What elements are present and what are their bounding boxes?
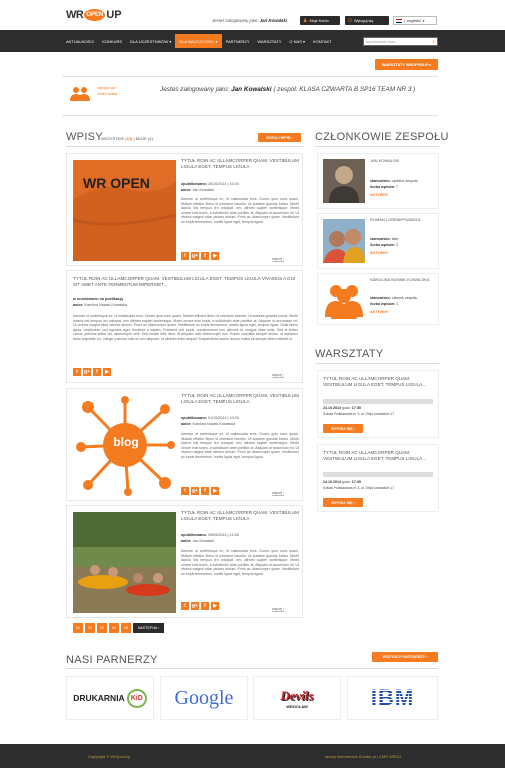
- nav-item-contact[interactable]: KONTAKT: [313, 38, 332, 44]
- workshop-place: Szkoła Podstawowa nr 3, ul. Ortęt Lwowskich 17: [323, 486, 395, 490]
- page-link[interactable]: 05: [121, 623, 131, 633]
- avatar-photo: [323, 159, 365, 203]
- post-author: autor: Jan Kowalski: [181, 539, 215, 543]
- avatar-photo: [323, 219, 365, 263]
- footer-credit[interactable]: strony internetowe iCenter.pl | CMS WECO: [325, 754, 402, 759]
- page-link[interactable]: 04: [109, 623, 119, 633]
- posts-tabs: WSZYSTKIE (13) | MOJE (4): [101, 136, 153, 141]
- post-date: opublikowano: 01/10/2014 | 10:20: [181, 416, 239, 420]
- unsubscribe-button[interactable]: WYPISZ SIĘ ›: [323, 498, 363, 507]
- workshop-date: 24.10.2014 godz: 17:30: [323, 480, 361, 484]
- workshop-title[interactable]: TYTUŁ ROIN AC ULLAMCORPER QUAM. VESTIBULUM LIGULA EGET, TEMPUS LIGULA...: [323, 450, 427, 461]
- nav-item-teachers[interactable]: DLA NAUCZYCIELI ▾: [175, 34, 221, 48]
- twitter-icon[interactable]: t: [181, 252, 189, 260]
- search-icon[interactable]: ⌕: [432, 38, 435, 45]
- my-account-button[interactable]: ♟ Moje Konto: [300, 16, 340, 25]
- footer: [0, 744, 505, 768]
- add-post-button[interactable]: DODAJ WPIS ›: [258, 133, 301, 142]
- nav-items: [62, 34, 336, 48]
- user-icon: ♟: [303, 17, 308, 24]
- status-badge: AKTYWNY: [370, 310, 389, 314]
- youtube-icon[interactable]: ▶: [211, 252, 219, 260]
- gplus-icon[interactable]: g+: [192, 253, 198, 259]
- facebook-icon[interactable]: f: [201, 487, 209, 495]
- nav-item-partners[interactable]: PARTNERZY: [225, 38, 250, 44]
- post-author: autor: Karolina Nowak Kowalska: [73, 303, 128, 307]
- post-title[interactable]: TYTUŁ ROIN AC ULLAMCORPER QUAM. VESTIBULUM LIGULA EGET, TEMPUS LIGULA: [181, 393, 299, 404]
- social-share: [73, 368, 111, 376]
- read-more-link[interactable]: więcej ›: [272, 257, 285, 261]
- social-share: [181, 487, 219, 495]
- partner-logo-devils[interactable]: Devils WROCŁAW: [253, 676, 341, 720]
- gplus-icon[interactable]: g+: [192, 488, 198, 494]
- twitter-icon[interactable]: t: [73, 368, 81, 376]
- facebook-icon[interactable]: f: [201, 602, 209, 610]
- post-excerpt: Aenean ut scelerisque ex, id malesuada eros. Donec quis nunc quam. Nullam efficitur libero id interdum lobortis. Ut sodales gravida luctus. Morbi lacinia nisi tempus leo volutpat, nec ultrices sapien scelerisque. Morbi ornare erat turpis, a sollicitudin ante porttitor at. Aliquam ut accumsan mi. Ut viverra magna vitae ultrices dictum. Proin ac ullamcorper quam. Vestibulum ac turpis fermentum, mattis ligula eget, tempus ligula.: [181, 432, 299, 459]
- workshop-bar: [323, 472, 433, 477]
- nav-item-participants[interactable]: DLA UCZESTNIKÓW ▾: [130, 38, 172, 44]
- post-author: autor: Jan Kowalski: [181, 188, 215, 192]
- divider: [66, 146, 303, 147]
- logout-button[interactable]: ⏻ Wyloguj się: [345, 16, 389, 25]
- logged-in-info: Jesteś zalogowany jako: Jan Kowalski: [212, 18, 288, 23]
- pagination: [73, 623, 166, 633]
- all-partners-button[interactable]: WSZYSCY PARTNERZY ›: [372, 652, 438, 662]
- partner-logo-google[interactable]: Google: [160, 676, 248, 720]
- kayak-photo: [73, 512, 176, 613]
- post-date: opublikowano: 28/10/2014 | 10:20: [181, 182, 239, 186]
- workshops-cta-button[interactable]: WARSZTATY WROPENUP ▸: [375, 59, 438, 70]
- member-name[interactable]: KAROLINA NOWAK KOWALSKA: [370, 277, 430, 282]
- team-title: CZŁONKOWIE ZESPOŁU: [315, 131, 449, 143]
- member-avatar[interactable]: [323, 219, 365, 263]
- read-more-link[interactable]: więcej ›: [272, 491, 285, 495]
- flag-uk-icon: [396, 19, 402, 23]
- unsubscribe-button[interactable]: WYPISZ SIĘ ›: [323, 424, 363, 433]
- youtube-icon[interactable]: ▶: [103, 368, 111, 376]
- post-date: opublikowano: 26/09/2014 | 12:45: [181, 533, 239, 537]
- member-avatar[interactable]: [323, 159, 365, 203]
- post-excerpt: Aenean ut scelerisque ex, id malesuada eros. Donec quis nunc quam. Nullam efficitur libero id interdum lobortis. Ut sodales gravida luctus. Morbi lacinia nisi tempus leo volutpat, nec ultrices sapien scelerisque. Morbi ornare erat turpis, a sollicitudin ante porttitor at. Aliquam ut accumsan mi. Ut viverra magna vitae ultrices dictum. Proin ac ullamcorper quam. Vestibulum ac turpis fermentum, mattis ligula eget, tempus ligula. Nulla libero ligula, vestibulum non egestas eget, tincidunt a sapien. Praesent orci turpis, condimentum non ultricies id, congue vitae nulla. Sed id lectus varius, pulvinar tellus vel, ullamcorper velit. Sed ornare felis risus, at aliquam odio ullamcorper non. Donec convallis semper lectus, ut maximus dolor vulputate eu. Integer pulvinar odio ex orci aliquam, ut ultricies enim aliquet. Suspendisse auctor auctor nullus sit semper libero blandit et.: [73, 314, 298, 341]
- search-input[interactable]: wyszukiwanie fraza... ⌕: [363, 37, 438, 46]
- facebook-icon[interactable]: f: [201, 252, 209, 260]
- nav-item-news[interactable]: AKTUALNOŚCI: [66, 38, 95, 44]
- youtube-icon[interactable]: ▶: [211, 602, 219, 610]
- nav-item-workshops[interactable]: WARSZTATY: [257, 38, 282, 44]
- profile-links: [97, 85, 120, 97]
- twitter-icon[interactable]: t: [181, 602, 189, 610]
- read-more-link[interactable]: więcej ›: [272, 607, 285, 611]
- workshop-place: Szkoła Podstawowa nr 3, ul. Ortęt Lwowskich 17: [323, 412, 395, 416]
- partner-logo-ibm[interactable]: IBM: [347, 676, 438, 720]
- member-name[interactable]: JAN KOWALSKI: [370, 158, 400, 163]
- member-posts: liczba wpisów: 3: [370, 243, 399, 247]
- divider: [315, 146, 439, 147]
- twitter-icon[interactable]: t: [181, 487, 189, 495]
- member-role: stanowisko: członek zespołu: [370, 296, 418, 300]
- member-role: stanowisko: opiekun zespołu: [370, 179, 418, 183]
- post-title[interactable]: TYTUŁ ROIN AC ULLAMCORPER QUAM. VESTIBULUM LIGULA EGET, TEMPUS LIGULA: [181, 510, 299, 521]
- post-title[interactable]: TYTUŁ ROIN AC ULLAMCORPER QUAM. VESTIBULUM LIGULA EGET, TEMPUS LIGULA: [181, 158, 299, 169]
- tab-all[interactable]: WSZYSTKIE (13): [101, 136, 133, 141]
- svg-text:WR OPEN: WR OPEN: [83, 175, 150, 191]
- member-role: stanowisko: lider: [370, 237, 399, 241]
- power-icon: ⏻: [348, 17, 352, 24]
- gplus-icon[interactable]: g+: [84, 369, 90, 375]
- workshops-title: WARSZTATY: [315, 348, 384, 360]
- social-share: [181, 252, 219, 260]
- partner-logo-drukarnia[interactable]: DRUKARNIA KiD: [66, 676, 154, 720]
- facebook-icon[interactable]: f: [93, 368, 101, 376]
- change-avatar-link[interactable]: zmień avatar ›: [97, 92, 120, 96]
- read-more-link[interactable]: więcej ›: [272, 373, 285, 377]
- chevron-down-icon: ▾: [422, 18, 425, 23]
- nav-item-contest[interactable]: KONKURS: [102, 38, 123, 44]
- workshop-title[interactable]: TYTUŁ ROIN AC ULLAMCORPER QUAM. VESTIBULUM LIGULA EGET, TEMPUS LIGULA...: [323, 376, 427, 387]
- social-share: [181, 602, 219, 610]
- page-link[interactable]: 01: [73, 623, 83, 633]
- logout-link[interactable]: wyloguj się ›: [97, 86, 117, 90]
- next-page-button[interactable]: NASTĘPNA ›: [133, 623, 164, 633]
- site-logo[interactable]: WR OPEN UP: [66, 9, 122, 21]
- status-badge: AKTYWNY: [370, 193, 389, 197]
- profile-status: Jesteś zalogowany jako: Jan Kowalski ( zespół: KLASA CZWARTA B SP16 TEAM NR 3 ): [160, 86, 416, 93]
- tshirt-photo: [73, 160, 176, 261]
- workshop-bar: [323, 399, 433, 404]
- default-avatar-icon[interactable]: [323, 279, 365, 319]
- language-select[interactable]: j. angielski ▾: [393, 16, 437, 25]
- divider: [66, 668, 438, 669]
- post-image[interactable]: [73, 512, 176, 613]
- workshop-date: 24.10.2014 godz: 17:30: [323, 406, 361, 410]
- divider: [315, 363, 439, 364]
- posts-title: WPISY: [66, 131, 103, 143]
- post-status: w oczekiwaniu na publikację: [73, 297, 124, 301]
- blog-label: blog: [113, 435, 139, 449]
- post-image[interactable]: [73, 160, 176, 261]
- gplus-icon[interactable]: g+: [192, 603, 198, 609]
- tab-mine[interactable]: MOJE (4): [135, 136, 153, 141]
- post-title[interactable]: TYTUŁ ROIN AC ULLAMCORPER QUAM. VESTIBULUM LIGULA EGET, TEMPUS LIGULA VIVAMUS A DUI SIT AMET ANTE FERMENTUM IMPERDIET...: [73, 276, 296, 287]
- post-excerpt: Aenean ut scelerisque ex, id malesuada eros. Donec quis nunc quam. Nullam efficitur libero id interdum lobortis. Ut sodales gravida luctus. Morbi lacinia nisi tempus leo volutpat, nec ultrices sapien scelerisque. Morbi ornare erat turpis, a sollicitudin ante porttitor at. Aliquam ut accumsan mi. Ut viverra magna vitae ultrices dictum. Proin ac ullamcorper quam. Vestibulum ac turpis fermentum, mattis ligula eget, tempus ligula.: [181, 549, 299, 576]
- nav-item-about[interactable]: O NAS ▾: [289, 38, 305, 44]
- member-posts: liczba wpisów: 1: [370, 302, 399, 306]
- page-link[interactable]: 02: [85, 623, 95, 633]
- status-badge: AKTYWNY: [370, 251, 389, 255]
- member-posts: liczba wpisów: 7: [370, 185, 399, 189]
- team-avatar-icon: [70, 85, 90, 101]
- copyright: Copyright © WrOpenUp: [88, 754, 131, 759]
- page-link[interactable]: 03: [97, 623, 107, 633]
- youtube-icon[interactable]: ▶: [211, 487, 219, 495]
- post-author: autor: Karolina Nowak Kowalska: [181, 422, 236, 426]
- member-name[interactable]: ROMAN LOREMIPSUMDOL: [370, 217, 422, 222]
- partners-title: NASI PARNERZY: [66, 654, 158, 666]
- post-excerpt: Aenean ut scelerisque ex, id malesuada eros. Donec quis nunc quam. Nullam efficitur libero id interdum lobortis. Ut sodales gravida luctus. Morbi lacinia nisi tempus leo volutpat, nec ultrices sapien scelerisque. Morbi ornare erat turpis, a sollicitudin ante porttitor at. Aliquam ut accumsan mi. Ut viverra magna vitae ultrices dictum. Proin ac ullamcorper quam. Vestibulum ac turpis fermentum, mattis ligula eget, tempus ligula.: [181, 197, 299, 224]
